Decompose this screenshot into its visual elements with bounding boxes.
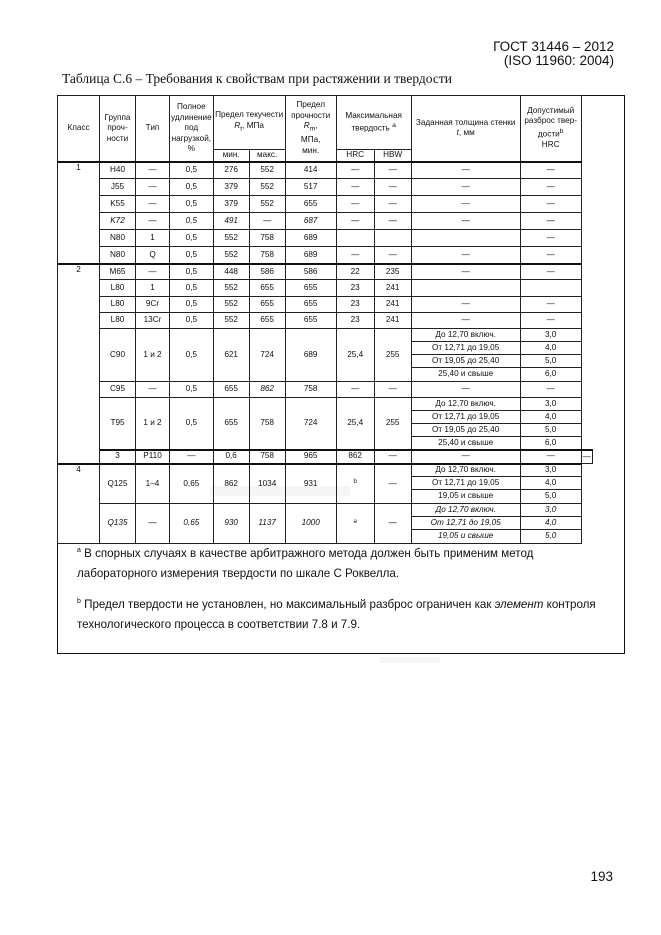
- yield-max-cell: 655: [249, 313, 285, 329]
- tensile-cell: 931: [285, 464, 336, 504]
- table-row: [58, 398, 593, 411]
- properties-table: [57, 95, 593, 544]
- table-row: [58, 313, 593, 329]
- type-cell: 1: [136, 280, 170, 297]
- spread-cell: —: [520, 230, 581, 247]
- col-yield: Предел текучести $R_t$, МПа: [213, 96, 285, 150]
- tensile-cell: 862: [336, 450, 374, 464]
- elongation-cell: 0,65: [170, 504, 214, 544]
- spread-cell: —: [581, 450, 592, 464]
- hbw-cell: —: [374, 162, 411, 179]
- type-cell: —: [136, 504, 170, 544]
- col-tensile: Предел прочности $R_m$, МПа, мин.: [285, 96, 336, 162]
- hrc-cell: 23: [336, 280, 374, 297]
- spread-cell: 4,0: [520, 411, 581, 424]
- table-caption: Таблица С.6 – Требования к свойствам при растяжении и твердости: [62, 71, 452, 86]
- yield-max-cell: 655: [249, 297, 285, 313]
- yield-max-cell: —: [249, 213, 285, 230]
- group-cell: L80: [100, 297, 136, 313]
- col-class: Класс: [58, 96, 100, 162]
- group-cell: Q125: [100, 464, 136, 504]
- group-cell: L80: [100, 313, 136, 329]
- footnote-b-text-end: контроля технологического процесса в соответствии 7.8 и 7.9.: [77, 597, 596, 631]
- wall-cell: От 12,71 до 19,05: [411, 342, 520, 355]
- wall-cell: 25,40 и свыше: [411, 437, 520, 450]
- yield-max-cell: 586: [249, 264, 285, 280]
- document-header: [493, 40, 614, 68]
- type-cell: —: [170, 450, 214, 464]
- footnote-a-mark: a: [77, 547, 81, 554]
- spread-cell: 4,0: [520, 517, 581, 530]
- table-row: [58, 230, 593, 247]
- wall-cell: До 12,70 включ.: [411, 504, 520, 517]
- col-elongation: Полное удлинение под нагрузкой, %: [170, 96, 214, 162]
- spread-cell: 3,0: [520, 329, 581, 342]
- wall-cell: —: [411, 247, 520, 264]
- class-cell: 2: [58, 264, 100, 464]
- yield-max-cell: 758: [249, 247, 285, 264]
- hbw-cell: —: [374, 247, 411, 264]
- table-row: [58, 329, 593, 342]
- col-hardness: Максимальная твердость $^a$: [336, 96, 411, 150]
- hbw-cell: —: [374, 196, 411, 213]
- wall-cell: —: [411, 382, 520, 398]
- hrc-cell: 25,4: [336, 329, 374, 382]
- yield-min-cell: 379: [213, 179, 249, 196]
- standard-number: ГОСТ 31446 – 2012: [493, 39, 614, 54]
- tensile-cell: 689: [285, 247, 336, 264]
- hbw-cell: —: [374, 213, 411, 230]
- wall-cell: От 12,71 до 19,05: [411, 477, 520, 490]
- wall-cell: От 12,71 до 19,05: [411, 411, 520, 424]
- spread-cell: —: [520, 297, 581, 313]
- table-row: [58, 196, 593, 213]
- yield-min-cell: 862: [213, 464, 249, 504]
- hrc-cell: —: [336, 179, 374, 196]
- group-cell: N80: [100, 230, 136, 247]
- spread-cell: 5,0: [520, 355, 581, 368]
- yield-min-cell: 552: [213, 313, 249, 329]
- wall-cell: От 19,05 до 25,40: [411, 424, 520, 437]
- yield-min-cell: 621: [213, 329, 249, 382]
- yield-max-cell: 1137: [249, 504, 285, 544]
- yield-min-cell: 655: [213, 398, 249, 450]
- table-row: [58, 247, 593, 264]
- elongation-cell: 0,5: [170, 329, 214, 382]
- yield-min-cell: 448: [213, 264, 249, 280]
- hbw-cell: 255: [374, 329, 411, 382]
- table-row: [58, 179, 593, 196]
- hbw-cell: —: [374, 382, 411, 398]
- table-row: [58, 450, 593, 464]
- wall-cell: 25,40 и свыше: [411, 368, 520, 382]
- spread-cell: 5,0: [520, 490, 581, 504]
- spread-cell: 3,0: [520, 464, 581, 477]
- yield-min-cell: 491: [213, 213, 249, 230]
- yield-max-cell: 724: [249, 329, 285, 382]
- col-yield-max: макс.: [249, 150, 285, 162]
- spread-cell: —: [520, 247, 581, 264]
- hrc-cell: [336, 230, 374, 247]
- spread-cell: —: [520, 179, 581, 196]
- class-cell: 4: [58, 464, 100, 544]
- type-cell: —: [136, 162, 170, 179]
- hrc-cell: 23: [336, 313, 374, 329]
- yield-min-cell: 930: [213, 504, 249, 544]
- hrc-cell: —: [374, 450, 411, 464]
- type-cell: 1 и 2: [136, 329, 170, 382]
- table-row: [58, 382, 593, 398]
- hrc-cell: 25,4: [336, 398, 374, 450]
- page-number: 193: [590, 869, 613, 884]
- hbw-cell: [374, 230, 411, 247]
- type-cell: 13Cr: [136, 313, 170, 329]
- group-cell: M65: [100, 264, 136, 280]
- tensile-cell: 689: [285, 329, 336, 382]
- yield-max-cell: 758: [249, 398, 285, 450]
- elongation-cell: 0,6: [213, 450, 249, 464]
- tensile-cell: 414: [285, 162, 336, 179]
- wall-cell: —: [411, 196, 520, 213]
- tensile-cell: 687: [285, 213, 336, 230]
- wall-cell: От 12,71 до 19,05: [411, 517, 520, 530]
- col-hrc: HRC: [336, 150, 374, 162]
- table-row: [58, 297, 593, 313]
- group-cell: J55: [100, 179, 136, 196]
- footnote-b: [77, 592, 607, 635]
- elongation-cell: 0,5: [170, 247, 214, 264]
- spread-cell: 5,0: [520, 424, 581, 437]
- wall-cell: До 12,70 включ.: [411, 329, 520, 342]
- hrc-cell: —: [336, 162, 374, 179]
- spread-cell: —: [520, 196, 581, 213]
- scan-artifact: [210, 486, 350, 496]
- footnote-b-text: Предел твердости не установлен, но максимальный разброс ограничен как: [84, 597, 492, 611]
- type-cell: Q: [136, 247, 170, 264]
- spread-cell: 3,0: [520, 504, 581, 517]
- yield-max-cell: 965: [285, 450, 336, 464]
- yield-max-cell: 758: [249, 230, 285, 247]
- type-cell: 1 и 2: [136, 398, 170, 450]
- footnote-b-mark: b: [77, 598, 81, 605]
- spread-cell: 6,0: [520, 368, 581, 382]
- tensile-cell: 1000: [285, 504, 336, 544]
- wall-cell: —: [411, 297, 520, 313]
- type-cell: 1–4: [136, 464, 170, 504]
- wall-cell: —: [411, 264, 520, 280]
- yield-min-cell: 276: [213, 162, 249, 179]
- elongation-cell: 0,5: [170, 196, 214, 213]
- hbw-cell: 241: [374, 313, 411, 329]
- table-row: [58, 213, 593, 230]
- class-cell: 3: [100, 450, 136, 464]
- group-cell: P110: [136, 450, 170, 464]
- hrc-cell: 23: [336, 297, 374, 313]
- tensile-cell: 517: [285, 179, 336, 196]
- col-hbw: HBW: [374, 150, 411, 162]
- wall-cell: До 12,70 включ.: [411, 464, 520, 477]
- hrc-cell: b: [336, 464, 374, 504]
- spread-cell: —: [520, 213, 581, 230]
- table-row: [58, 504, 593, 517]
- yield-min-cell: 379: [213, 196, 249, 213]
- table-row: [58, 280, 593, 297]
- yield-min-cell: 655: [213, 382, 249, 398]
- elongation-cell: 0,5: [170, 264, 214, 280]
- hrc-cell: —: [336, 247, 374, 264]
- yield-max-cell: 862: [249, 382, 285, 398]
- tensile-cell: 586: [285, 264, 336, 280]
- group-cell: C90: [100, 329, 136, 382]
- elongation-cell: 0,5: [170, 230, 214, 247]
- table-row: [58, 464, 593, 477]
- col-group: Группа проч-ности: [100, 96, 136, 162]
- spread-cell: —: [520, 264, 581, 280]
- hrc-cell: —: [336, 382, 374, 398]
- elongation-cell: 0,5: [170, 162, 214, 179]
- yield-min-cell: 552: [213, 297, 249, 313]
- hbw-cell: 255: [374, 398, 411, 450]
- group-cell: N80: [100, 247, 136, 264]
- hbw-cell: 241: [374, 297, 411, 313]
- hrc-cell: —: [336, 213, 374, 230]
- wall-cell: —: [411, 313, 520, 329]
- tensile-cell: 655: [285, 280, 336, 297]
- yield-min-cell: 552: [213, 280, 249, 297]
- spread-cell: 3,0: [520, 398, 581, 411]
- group-cell: K72: [100, 213, 136, 230]
- elongation-cell: 0,5: [170, 280, 214, 297]
- col-wall-thickness: Заданная толщина стенки t, мм: [411, 96, 520, 162]
- wall-cell: От 19,05 до 25,40: [411, 355, 520, 368]
- elongation-cell: 0,5: [170, 398, 214, 450]
- type-cell: —: [136, 264, 170, 280]
- group-cell: L80: [100, 280, 136, 297]
- type-cell: —: [136, 382, 170, 398]
- elongation-cell: 0,5: [170, 213, 214, 230]
- iso-reference: (ISO 11960: 2004): [503, 53, 614, 68]
- col-hardness-spread: Допустимый разброс твер-дости$^b$ HRC: [520, 96, 581, 162]
- header-row: [58, 96, 593, 150]
- spread-cell: 5,0: [520, 530, 581, 544]
- hrc-cell: a: [336, 504, 374, 544]
- elongation-cell: 0,5: [170, 297, 214, 313]
- hbw-cell: —: [374, 504, 411, 544]
- hrc-cell: —: [336, 196, 374, 213]
- yield-min-cell: 758: [249, 450, 285, 464]
- spread-cell: 6,0: [520, 437, 581, 450]
- scan-artifact: [380, 657, 440, 663]
- hbw-cell: —: [411, 450, 520, 464]
- table-row: [58, 264, 593, 280]
- spread-cell: 4,0: [520, 477, 581, 490]
- group-cell: C95: [100, 382, 136, 398]
- wall-cell: 19,05 и свыше: [411, 490, 520, 504]
- group-cell: K55: [100, 196, 136, 213]
- group-cell: T95: [100, 398, 136, 450]
- yield-min-cell: 552: [213, 247, 249, 264]
- tensile-cell: 724: [285, 398, 336, 450]
- tensile-cell: 655: [285, 313, 336, 329]
- group-cell: Q135: [100, 504, 136, 544]
- yield-max-cell: 1034: [249, 464, 285, 504]
- wall-cell: [411, 230, 520, 247]
- class-cell: 1: [58, 162, 100, 264]
- elongation-cell: 0,5: [170, 313, 214, 329]
- type-cell: 1: [136, 230, 170, 247]
- hbw-cell: 241: [374, 280, 411, 297]
- elongation-cell: 0,5: [170, 382, 214, 398]
- elongation-cell: 0,5: [170, 179, 214, 196]
- spread-cell: —: [520, 162, 581, 179]
- group-cell: H40: [100, 162, 136, 179]
- footnote-b-emphasis: элемент: [494, 597, 544, 611]
- tensile-cell: 655: [285, 196, 336, 213]
- wall-cell: 19,05 и свыше: [411, 530, 520, 544]
- spread-cell: [520, 280, 581, 297]
- type-cell: —: [136, 179, 170, 196]
- wall-cell: До 12,70 включ.: [411, 398, 520, 411]
- table-row: [58, 162, 593, 179]
- tensile-cell: 689: [285, 230, 336, 247]
- footnote-a-text: В спорных случаях в качестве арбитражного метода должен быть применим метод лабораторного измерения твердости по шкале С Роквелла.: [77, 546, 534, 580]
- wall-cell: —: [411, 162, 520, 179]
- hbw-cell: 235: [374, 264, 411, 280]
- spread-cell: —: [520, 382, 581, 398]
- col-type: Тип: [136, 96, 170, 162]
- spread-cell: 4,0: [520, 342, 581, 355]
- wall-cell: [411, 280, 520, 297]
- yield-max-cell: 552: [249, 162, 285, 179]
- wall-cell: —: [411, 179, 520, 196]
- type-cell: —: [136, 196, 170, 213]
- type-cell: 9Cr: [136, 297, 170, 313]
- yield-min-cell: 552: [213, 230, 249, 247]
- hbw-cell: —: [374, 179, 411, 196]
- wall-cell: —: [411, 213, 520, 230]
- tensile-cell: 655: [285, 297, 336, 313]
- elongation-cell: 0,65: [170, 464, 214, 504]
- wall-cell: —: [520, 450, 581, 464]
- type-cell: —: [136, 213, 170, 230]
- hbw-cell: —: [374, 464, 411, 504]
- tensile-cell: 758: [285, 382, 336, 398]
- col-yield-min: мин.: [213, 150, 249, 162]
- yield-max-cell: 655: [249, 280, 285, 297]
- footnote-a: [77, 541, 607, 584]
- hrc-cell: 22: [336, 264, 374, 280]
- yield-max-cell: 552: [249, 196, 285, 213]
- yield-max-cell: 552: [249, 179, 285, 196]
- spread-cell: —: [520, 313, 581, 329]
